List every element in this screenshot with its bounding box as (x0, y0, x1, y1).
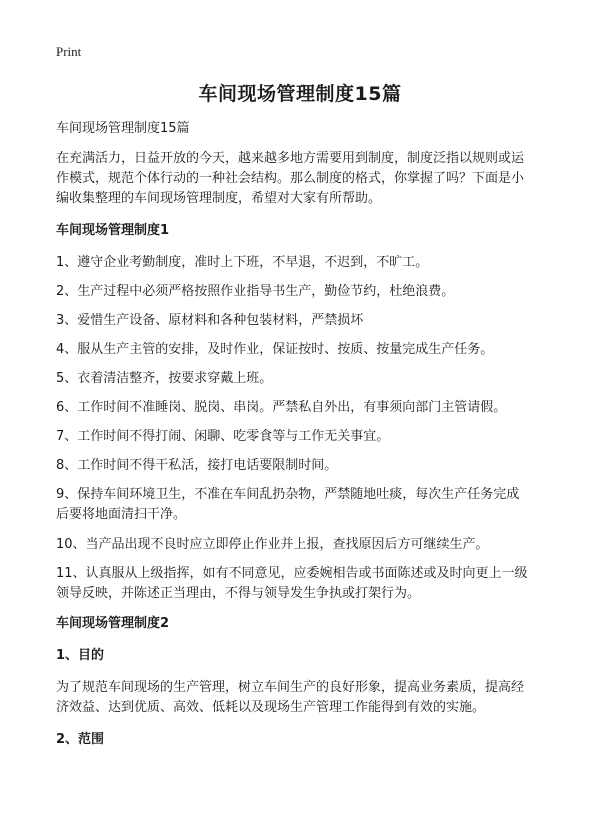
list-item-text: 11、认真服从上级指挥，如有不同意见，应委婉相告或书面陈述或及时向更上一级 (56, 566, 528, 581)
print-link[interactable]: Print (56, 44, 82, 59)
body-line: 为了规范车间现场的生产管理，树立车间生产的良好形象，提高业务素质，提高经 (56, 680, 525, 695)
section-heading: 车间现场管理制度2 (56, 616, 170, 631)
list-item (56, 427, 556, 447)
document-subtitle: 车间现场管理制度15篇 (56, 121, 190, 136)
list-item-text: 领导反映，并陈述正当理由，不得与领导发生争执或打架行为。 (56, 586, 421, 601)
body-line: 济效益、达到优质、高效、低耗以及现场生产管理工作能得到有效的实施。 (56, 700, 486, 715)
list-item-text: 10、当产品出现不良时应立即停止作业并上报，查找原因后方可继续生产。 (56, 537, 489, 552)
subsection-heading: 1、目的 (56, 648, 105, 663)
section-heading: 车间现场管理制度1 (56, 223, 170, 238)
list-item-text: 3、爱惜生产设备、原材料和各种包装材料，严禁损坏 (56, 313, 364, 328)
subsection-heading: 2、范围 (56, 732, 105, 747)
list-item (56, 456, 556, 476)
list-item (56, 340, 556, 360)
list-item (56, 253, 556, 273)
list-item-text: 4、服从生产主管的安排，及时作业，保证按时、按质、按量完成生产任务。 (56, 342, 494, 357)
list-item-text: 2、生产过程中必须严格按照作业指导书生产，勤俭节约，杜绝浪费。 (56, 284, 455, 299)
list-item (56, 398, 556, 418)
list-item-text: 9、保持车间环境卫生，不准在车间乱扔杂物，严禁随地吐痰，每次生产任务完成 (56, 487, 520, 502)
list-item (56, 282, 556, 302)
list-item-text: 6、工作时间不准睡岗、脱岗、串岗。严禁私自外出，有事须向部门主管请假。 (56, 400, 507, 415)
list-item (56, 564, 556, 604)
list-item (56, 311, 556, 331)
page-title: 车间现场管理制度15篇 (198, 83, 402, 105)
list-item-text: 7、工作时间不得打闹、闲聊、吃零食等与工作无关事宜。 (56, 429, 390, 444)
intro-line: 在充满活力，日益开放的今天，越来越多地方需要用到制度，制度泛指以规则或运 (56, 151, 525, 166)
intro-line: 作模式，规范个体行动的一种社会结构。那么制度的格式，你掌握了吗？下面是小 (56, 171, 525, 186)
intro-line: 编收集整理的车间现场管理制度，希望对大家有所帮助。 (56, 191, 382, 206)
intro-paragraph (56, 149, 556, 209)
body-paragraph (56, 678, 556, 718)
list-item-text: 后要将地面清扫干净。 (56, 507, 187, 522)
list-item (56, 485, 556, 525)
list-item-text: 8、工作时间不得干私活，接打电话要限制时间。 (56, 458, 338, 473)
list-item (56, 369, 556, 389)
list-item-text: 5、衣着清洁整齐，按要求穿戴上班。 (56, 371, 273, 386)
document-body (56, 119, 556, 762)
list-item-text: 1、遵守企业考勤制度，准时上下班，不早退，不迟到，不旷工。 (56, 255, 429, 270)
list-item (56, 535, 556, 555)
